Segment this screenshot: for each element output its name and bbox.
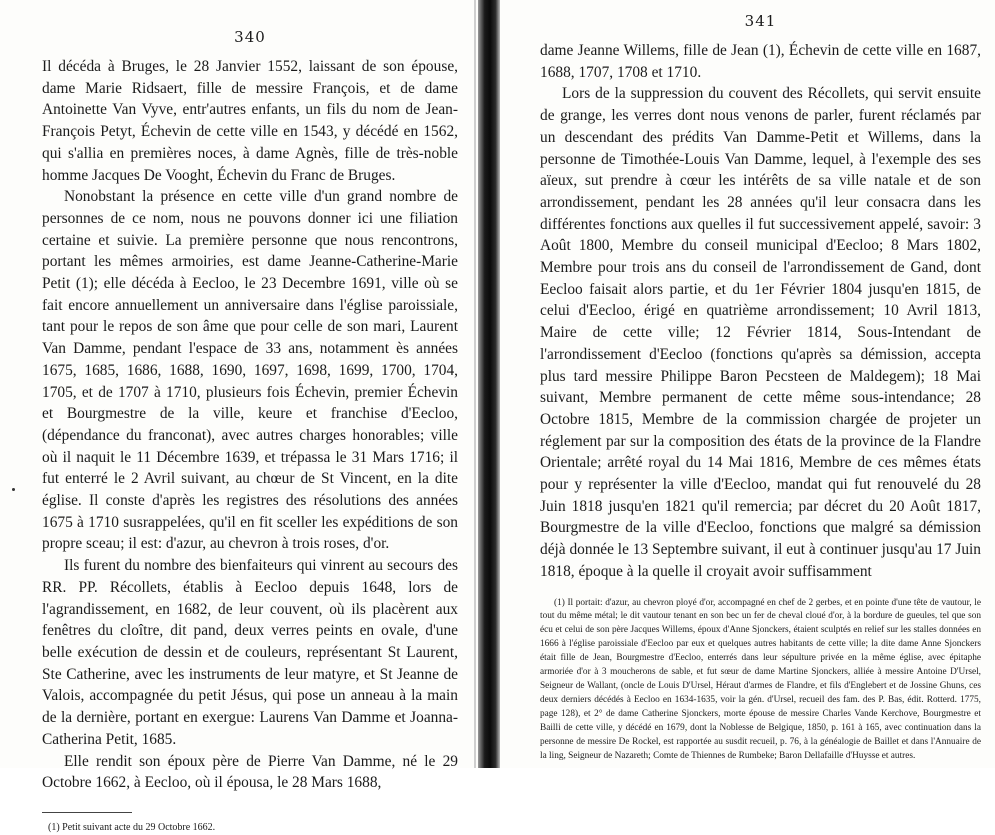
left-body-text [42,56,458,794]
right-paragraph-2: Lors de la suppression du couvent des Récollets, qui servit ensuite de grange, les verres dont nous venons de parler, furent réclamés par un descendant des prédits Van Damme-Petit et Willems, dans la personne de Timothée-Louis Van Damme, lequel, à l'exemple des ses aïeux, sut prendre à cœur les intérêts de sa ville natale et de son arrondissement, pendant les 28 années qu'il leur consacra dans les différentes fonctions aux quelles il fut successivement appelé, savoir: 3 Août 1800, Membre du conseil municipal d'Eecloo; 8 Mars 1802, Membre pour trois ans du conseil de l'arrondissement de Gand, dont Eecloo faisait alors partie, et du 1er Février 1804 jusqu'en 1815, de celui d'Eecloo, érigé en quatrième arrondissement; 10 Avril 1813, Maire de cette ville; 12 Février 1814, Sous-Intendant de l'arrondissement d'Eecloo (fonctions qu'après sa démission, accepta plus tard messire Philippe Baron Pecsteen de Maldegem); 18 Mai suivant, Membre permanent de cette même sous-intendance; 28 Octobre 1815, Membre de la commission chargée de projeter un réglement par sur la composition des états de la province de la Flandre Orientale; arrêté royal du 14 Mai 1816, Membre de ces mêmes états pour y représenter la ville d'Eecloo, mandat qui fut renouvelé du 28 Juin 1818 jusqu'en 1821 qu'il remercia; par décret du 20 Août 1817, Bourgmestre de la ville d'Eecloo, fonctions que malgré sa démission déjà donnée le 13 Septembre suivant, il eut à continuer jusqu'au 17 Juin 1818, époque à la quelle il croyait avoir suffisamment [540,85,981,580]
right-page [500,0,995,768]
left-paragraph-4: Elle rendit son époux père de Pierre Van Damme, né le 29 Octobre 1662, à Eecloo, où il épousa, le 28 Mars 1688, [42,752,458,792]
footnote-separator-left [42,812,132,813]
left-footnote: (1) Petit suivant acte du 29 Octobre 1662. [48,821,216,833]
right-body-text [540,40,981,583]
left-paragraph-3: Ils furent du nombre des bienfaiteurs qui vinrent au secours des RR. PP. Récollets, établis à Eecloo depuis 1648, lors de l'agrandissement, en 1682, de leur couvent, où ils placèrent aux fenêtres du cloître, dit pand, deux verres peints en ovale, d'une belle exécution de dessin et de couleurs, représentant St Laurent, Ste Catherine, avec les instruments de leur matyre, et St Jeanne de Valois, accompagnée du petit Jésus, qui pose un anneau à la main de la dernière, portant en exergue: Laurens Van Damme et Joanna-Catherina Petit, 1685. [42,557,458,748]
page-number-right: 341 [744,12,777,30]
right-footnote: (1) Il portait: d'azur, au chevron ployé d'or, accompagné en chef de 2 gerbes, et en pointe d'une tête de vautour, le tout du même métal; le dit vautour tenant en son bec un fer de cheval cloué d'or, à la bordure de gueules, tel que son écu et celui de son père Jacques Willems, époux d'Anne Sjonckers, étaient sculptés en relief sur les stalles données en 1666 à l'église paroissiale d'Eecloo par eux et quelques autres habitants de cette ville; la dite dame Anne Sjonckers était fille de Jean, Bourgmestre d'Eecloo, enterrés dans leur sépulture privée en la même église, avec épitaphe armoriée d'or à 3 moucherons de sable, et fut sœur de dame Martine Sjonckers, alliée à messire Antoine D'Ursel, Seigneur de Wallant, (oncle de Louis D'Ursel, Héraut d'armes de Flandre, et fils d'Englebert et de Jossine Ghuns, ces deux derniers décédés à Eecloo en 1634-1635, voir la gén. d'Ursel, recueil des fam. des P. Bas, édit. Rotterd. 1775, page 128), et 2° de dame Catherine Sjonckers, morte épouse de messire Charles Vande Kerchove, Bourgmestre et Bailli de cette ville, y décédé en 1679, dont la Noblesse de Belgique, 1850, p. 161 à 165, avec continuation dans la personne de messire De Rockel, est rapportée au susdit recueil, p. 76, à la généalogie de Baillet et dans l'Annuaire de la ling, Seigneur de Nazareth; Comte de Thiennes de Rumbeke; Baron Dellafaille d'Huysse et autres. [540,597,981,761]
right-paragraph-1: dame Jeanne Willems, fille de Jean (1), Échevin de cette ville en 1687, 1688, 1707, 1708 et 1710. [540,42,981,81]
book-gutter [478,0,500,768]
left-paragraph-2: Nonobstant la présence en cette ville d'un grand nombre de personnes de ce nom, nous ne pouvons donner ici une filiation certaine et suivie. La première personne que nous rencontrons, portant les mêmes armoiries, est dame Jeanne-Catherine-Marie Petit (1); elle décéda à Eecloo, le 23 Decembre 1691, ville où se fait encore annuellement un anniversaire dans l'église paroissiale, tant pour le repos de son âme que pour celle de son mari, Laurent Van Damme, pendant l'espace de 33 ans, notamment ès années 1675, 1685, 1686, 1688, 1690, 1697, 1698, 1699, 1700, 1704, 1705, et de 1707 à 1710, plusieurs fois Échevin, premier Échevin et Bourgmestre de la ville, keure et franchise d'Eecloo, (dépendance du franconat), avec autres charges honorables; ville où il naquit le 11 Décembre 1639, et trépassa le 31 Mars 1716; il fut enterré le 2 Avril suivant, au chœur de St Vincent, en la dite église. Il conste d'après les registres des résolutions des années 1675 à 1710 susrappelées, qu'il en fit sceller les expéditions de son propre sceau; il est: d'azur, au chevron à trois roses, d'or. [42,188,458,553]
left-page [0,0,478,833]
page-edge [474,0,476,768]
left-paragraph-1: Il décéda à Bruges, le 28 Janvier 1552, laissant de son épouse, dame Marie Ridsaert, fille de messire François, et de dame Antoinette Van Vyve, entr'autres enfants, un fils du nom de Jean-François Petyt, Échevin de cette ville en 1543, y décédé en 1562, qui s'allia en premières noces, à dame Agnès, fille de très-noble homme Jacques De Vooght, Échevin du Franc de Bruges. [42,58,458,184]
page-number-left: 340 [234,28,266,46]
margin-mark [12,488,15,491]
